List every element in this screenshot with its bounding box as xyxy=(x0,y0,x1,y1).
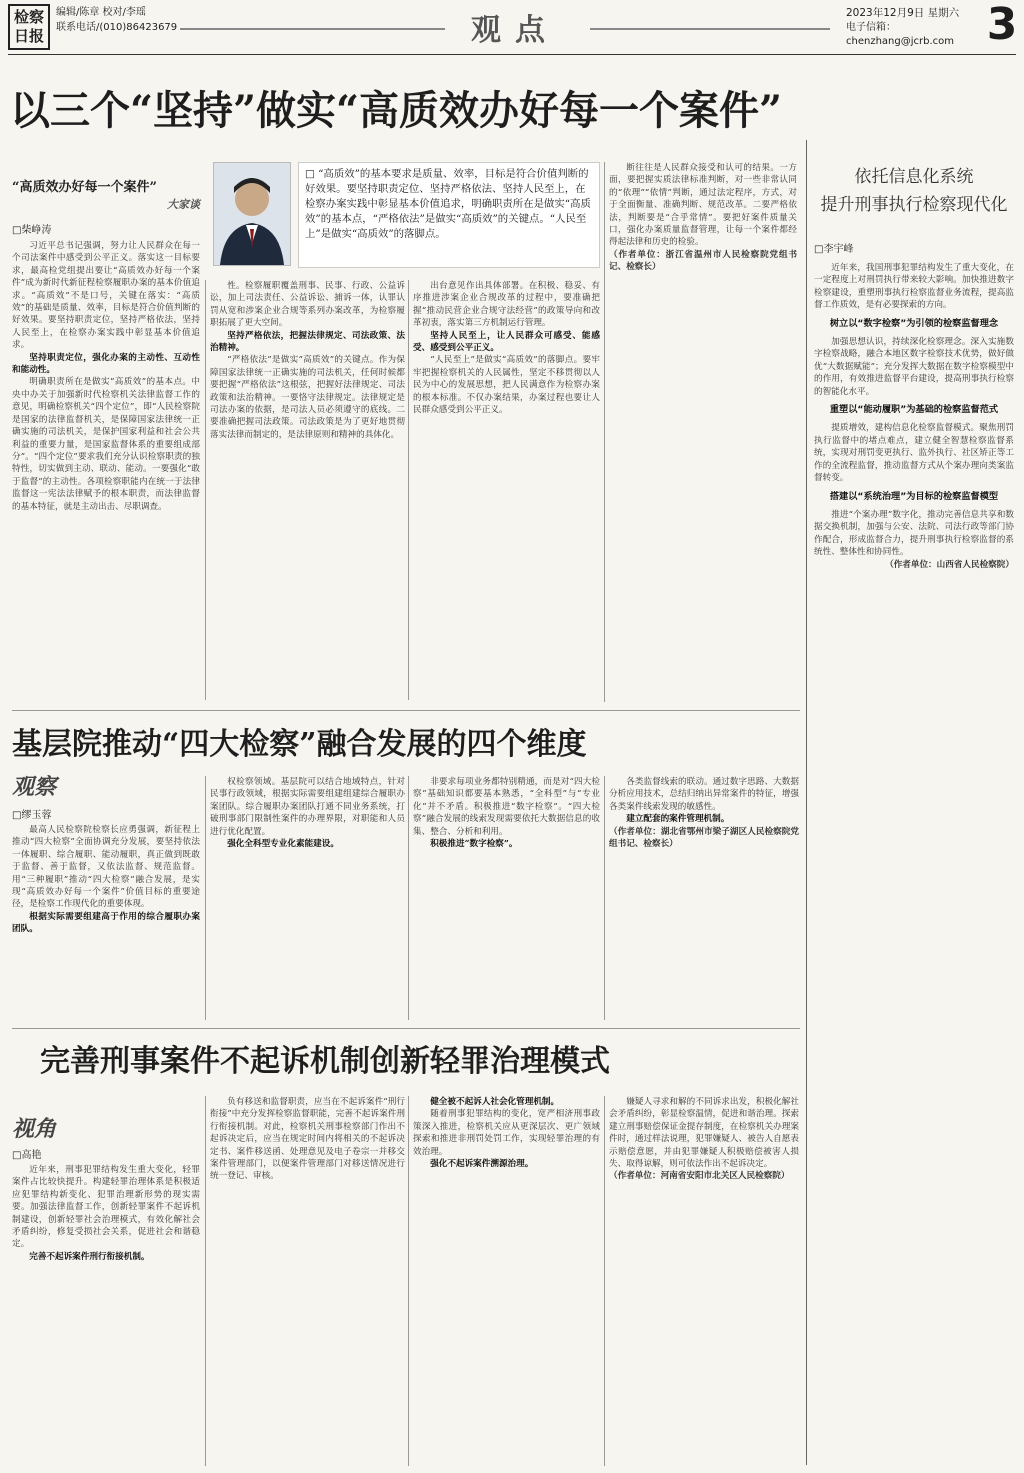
article2-column-4 xyxy=(609,776,799,1020)
paragraph: 非要求每项业务都特别精通，而是对“四大检察”基础知识都要基本熟悉，“全科型”与“专业化”并不矛盾。积极推进“数字检察”。“四大检察”融合发展的线索发现需要依托大数据信息的收集、整合、分析和利用。 xyxy=(413,777,600,837)
subheading: 健全被不起诉人社会化管理机制。 xyxy=(430,1097,560,1107)
paragraph: 断往往是人民群众接受和认可的结果。一方面，要把握实质法律标准判断，对一些非常认同的“依理”“依情”判断，通过法定程序，方式，对于全面衡量、准确判断、规范改革。二要严格依法，判断要是“合乎常情”。要把好案件质量关口，强化办案质量监督管理，让每一个案件都经得起法律和历史的检验。 xyxy=(609,163,797,248)
subheading: 积极推进“数字检察”。 xyxy=(430,839,518,850)
paragraph: 出台意见作出具体部署。在积极、稳妥、有序推进涉案企业合规改革的过程中，要准确把握“推动民营企业合规守法经营”的政策导向和改革初衷，落实第三方机制运行管理。 xyxy=(413,281,600,329)
article3-title: 完善刑事案件不起诉机制创新轻罪治理模式 xyxy=(40,1044,610,1079)
column-divider xyxy=(604,776,605,1020)
side-subhead-3: 搭建以“系统治理”为目标的检察监督模型 xyxy=(829,490,999,502)
article1-column-1 xyxy=(12,240,200,702)
paragraph: 最高人民检察院检察长应勇强调，新征程上推动“四大检察”全面协调充分发展，要坚持依法一体履职、综合履职、能动履职，真正做到既敢于监督、善于监督，又依法监督、规范监督。用“三种履职”推动“四大检察”融合发展，是实现“高质效办好每一个案件”价值目标的重要途径，是检察工作现代化的重要体现。 xyxy=(12,825,200,910)
paragraph: 负有移送和监督职责，应当在不起诉案件“刑行衔接”中充分发挥检察监督职能，完善不起诉案件刑行衔接机制。对此，检察机关刑事检察部门作出不起诉决定后，应当在规定时间内将相关的不起诉决定书、案件移送函、处理意见及电子卷宗一并移交案件管理部门，以便案件管理部门对移送情况进行统一登记、审核。 xyxy=(210,1097,405,1182)
paragraph: 提质增效，建构信息化检察监督模式。聚焦刑罚执行监督中的堵点难点，建立健全智慧检察监督系统，实现对刑罚变更执行、监外执行、社区矫正等工作的全流程监督，推动监督方式从个案办理向类案监督转变。 xyxy=(814,423,1014,484)
column-divider xyxy=(408,776,409,1020)
subheading: 根据实际需要组建高于作用的综合履职办案团队。 xyxy=(12,911,200,935)
paragraph: “严格依法”是做实“高质效”的关键点。作为保障国家法律统一正确实施的司法机关，任何时候都要把握“严格依法”这根弦，把握好法律规定、司法政策和法治精神。一要恪守法律规定。法律规定是司法办案的依据，是司法人员必须遵守的底线。二要准确把握司法政策。司法政策是为了更好地贯彻落实法律而制定的，是法律原则和精神的具体化。 xyxy=(210,355,405,440)
contact-email: 电子信箱：chenzhang@jcrb.com xyxy=(846,22,954,47)
article1-column-4 xyxy=(609,162,797,702)
column-divider xyxy=(205,280,206,700)
issue-date: 2023年12月9日 星期六 xyxy=(846,7,960,19)
article3-column-1 xyxy=(12,1164,200,1466)
side-subhead-2: 重塑以“能动履职”为基础的检察监督范式 xyxy=(829,404,999,416)
paragraph: 嫌疑人寻求和解的不同诉求出发，积极化解社会矛盾纠纷，彰显检察温情，促进和谐治理。探索建立刑事赔偿保证金提存制度，在检察机关办理案件时，通过样法说理，犯罪嫌疑人、被告人自愿表示赔偿意愿，并由犯罪嫌疑人积极赔偿被害人损失、取得谅解，则可依法作出不起诉决定。 xyxy=(609,1097,799,1170)
column-divider xyxy=(408,280,409,700)
article1-title: 以三个“坚持”做实“高质效办好每一个案件” xyxy=(10,87,783,134)
author-affiliation: （作者单位：河南省安阳市北关区人民检察院） xyxy=(609,1171,790,1182)
side-subhead-1: 树立以“数字检察”为引领的检察监督理念 xyxy=(829,317,999,329)
article2-badge: 观察 xyxy=(12,775,57,800)
article2-author: □缪玉蓉 xyxy=(12,810,52,821)
paragraph: 性。检察履职覆盖刑事、民事、行政、公益诉讼，加上司法责任、公益诉讼、捕诉一体，认罪认罚从宽和涉案企业合规等系列办案改革，为检察履职拓展了更大空间。 xyxy=(210,281,405,329)
newspaper-logo: 检察日报 xyxy=(8,4,50,50)
paragraph: 推进“个案办理”数字化，推动完善信息共享和数据交换机制，加强与公安、法院、司法行政等部门协作配合，形成监督合力，提升刑事执行检察监督的系统性、整体性和协同性。 xyxy=(814,509,1014,558)
article3-author: □高艳 xyxy=(12,1150,42,1161)
article3-badge: 视角 xyxy=(12,1117,57,1142)
column-divider xyxy=(408,1096,409,1466)
paragraph: “人民至上”是做实“高质效”的落脚点。要牢牢把握检察机关的人民属性，坚定不移贯彻以人民为中心的发展思想，把人民满意作为检察办案的根本标准。不仅办案结果，办案过程也要让人民群众感受到公平正义。 xyxy=(413,355,600,416)
page-number: 3 xyxy=(986,0,1018,50)
subheading: 强化全科型专业化素能建设。 xyxy=(227,839,339,850)
section-rule-left xyxy=(180,28,445,30)
article2-column-1 xyxy=(12,824,200,1020)
subheading: 强化不起诉案件溯源治理。 xyxy=(430,1159,534,1170)
subheading: 建立配套的案件管理机制。 xyxy=(626,814,730,825)
side-author: □李宇峰 xyxy=(814,244,854,255)
section-title: 观点 xyxy=(471,13,559,48)
column-divider xyxy=(205,776,206,1020)
side-title-line2: 提升刑事执行检察现代化 xyxy=(820,195,1008,215)
subheading: 坚持严格依法，把握法律规定、司法政策、法治精神。 xyxy=(210,330,405,354)
paragraph: 近年来，刑事犯罪结构发生重大变化，轻罪案件占比较快提升。构建轻罪治理体系是积极适应犯罪结构新变化、犯罪治理新形势的现实需要。加强法律监督工作，创新轻罪案件不起诉机制建设，创新轻罪社会治理模式，有效化解社会矛盾纠纷，修复受损社会关系，促进社会和谐稳定。 xyxy=(12,1165,200,1250)
subheading: 完善不起诉案件刑行衔接机制。 xyxy=(29,1251,150,1262)
author-affiliation: （作者单位：湖北省鄂州市梁子湖区人民检察院党组书记、检察长） xyxy=(609,826,799,850)
section-rule-right xyxy=(590,28,830,30)
phone-line: 联系电话/(010)86423679 xyxy=(56,22,178,33)
article-divider xyxy=(12,1028,800,1029)
author-affiliation: （作者单位：浙江省温州市人民检察院党组书记、检察长） xyxy=(609,249,797,273)
column-divider xyxy=(604,1096,605,1466)
paragraph: 各类监督线索的联动。通过数字思路、大数据分析应用技术，总结归纳出异常案件的特征，增强各类案件线索发现的敏感性。 xyxy=(609,777,799,812)
article1-author: □柴峥涛 xyxy=(12,225,52,236)
header-divider xyxy=(8,54,1016,55)
article2-title: 基层院推动“四大检察”融合发展的四个维度 xyxy=(12,727,587,762)
subheading: 坚持职责定位，强化办案的主动性、互动性和能动性。 xyxy=(12,352,200,376)
portrait-icon xyxy=(214,163,290,265)
paragraph: 随着刑事犯罪结构的变化，宽严相济刑事政策深入推进，检察机关应从更深层次、更广领域探索和推进非刑罚处罚工作，实现轻罪治理的有效治理。 xyxy=(413,1109,600,1157)
paragraph: 习近平总书记强调，努力让人民群众在每一个司法案件中感受到公平正义。落实这一目标要求，最高检党组提出要让“高质效办好每一个案件”成为新时代新征程检察履职办案的基本价值追求。“高质效”不是口号，关键在落实：“高质效”的基础是质量、效率，目标是符合价值判断的好效果。要坚持职责定位，坚持严格依法，坚持人民至上，在检察办案实践中彰显基本价值追求。 xyxy=(12,241,200,351)
article-divider xyxy=(12,710,800,711)
article1-summary: □ “高质效”的基本要求是质量、效率，目标是符合价值判断的好效果。要坚持职责定位、坚持严格依法、坚持人民至上，在检察办案实践中彰显基本价值追求，明确职责所在是做实“高质效”的基本点，“严格依法”是做实“高质效”的关键点。“人民至上”是做实“高质效”的落脚点。 xyxy=(298,162,600,268)
column-divider xyxy=(205,1096,206,1466)
article3-column-2 xyxy=(210,1096,405,1466)
paragraph: 明确职责所在是做实“高质效”的基本点。中央中办关于加强新时代检察机关法律监督工作的意见，明确检察机关“四个定位”，即“人民检察院是国家的法律监督机关，是保障国家法律统一正确实施的司法机关，是保护国家利益和社会公共利益的重要力量，是国家监督体系的重要组成部分”。“四个定位”要求我们充分认识检察职责的独特性，切实做到主动、联动、能动。一要强化“敢于监督”的主动性。各项检察职能内在统一于法律监督这一宪法法律赋予的根本职责，而法律监督的基本特征，就是主动出击、尽职调查。 xyxy=(12,377,200,512)
column-divider xyxy=(604,162,605,702)
article2-column-2 xyxy=(210,776,405,1020)
article3-column-4 xyxy=(609,1096,799,1466)
article1-kicker-sub: 大家谈 xyxy=(167,198,200,211)
article1-column-3 xyxy=(413,280,600,702)
paragraph: 近年来，我国刑事犯罪结构发生了重大变化，在一定程度上对刑罚执行带来较大影响。加快推进数字检察建设，重塑刑事执行检察监督业务流程，提高监督工作质效，是有必要探索的方向。 xyxy=(814,263,1014,311)
subheading: 坚持人民至上，让人民群众可感受、能感受、感受到公平正义。 xyxy=(413,330,600,354)
editor-line: 编辑/陈章 校对/李瑶 xyxy=(56,7,146,18)
article2-column-3 xyxy=(413,776,600,1020)
sidebar-divider xyxy=(806,140,807,1465)
article1-kicker: “高质效办好每一个案件” xyxy=(12,180,157,195)
paragraph: 权检察领域。基层院可以结合地域特点，针对民事行政领域，根据实际需要组建组建综合履职办案团队。综合履职办案团队打通不同业务系统，打破刑事部门限制性案件的办理界限，对职能和人员进行优化配置。 xyxy=(210,777,405,837)
side-title-line1: 依托信息化系统 xyxy=(854,167,974,187)
article1-column-2 xyxy=(210,280,405,702)
author-portrait xyxy=(213,162,291,266)
paragraph: 加强思想认识，持续深化检察理念。深入实施数字检察战略，融合本地区数字检察技术优势，做好做优“大数据赋能”；充分发挥大数据在数字检察模型中的作用，有效推进监督平台建设，提高刑事执行检察的智能化水平。 xyxy=(814,337,1014,397)
side-article-body xyxy=(814,262,1014,1460)
side-affiliation: （作者单位：山西省人民检察院） xyxy=(885,559,1014,570)
article3-column-3 xyxy=(413,1096,600,1466)
